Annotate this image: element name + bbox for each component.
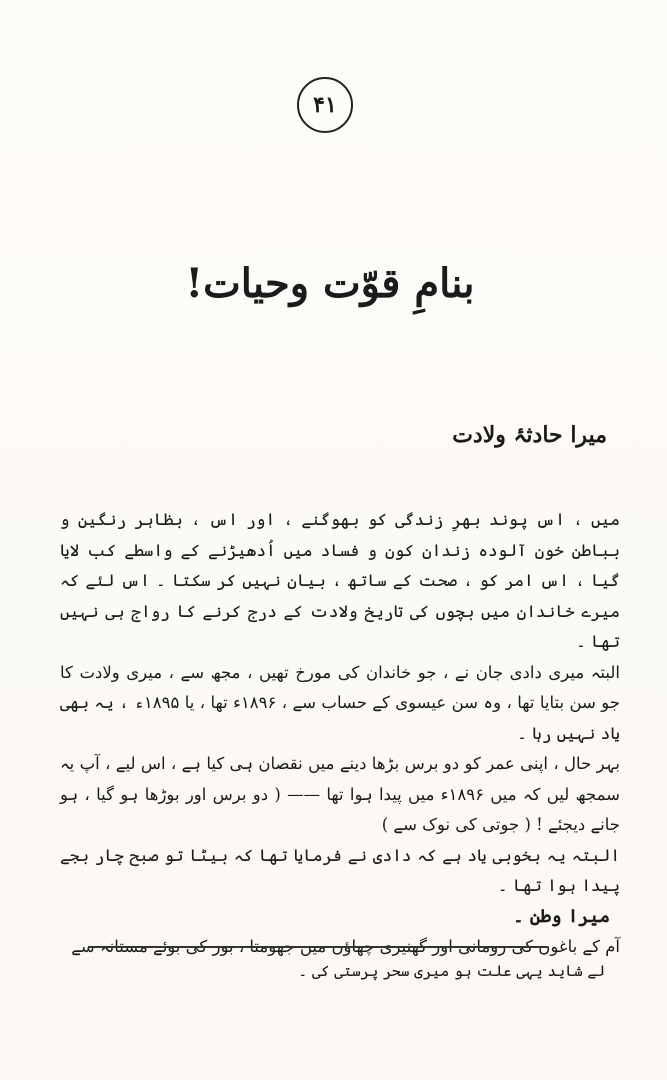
- page-title: بنامِ قوّت وحیات!: [185, 260, 475, 307]
- footnote: لے شاید یہی علت ہو میری سحر پرستی کی ۔: [298, 962, 605, 980]
- paragraph: البتہ میری دادی جان نے ، جو خاندان کی مورخ تھیں ، مجھ سے ، میری ولادت کا جو سن بتایا تھا ، وہ سن عیسوی کے حساب سے ، ۱۸۹۶ء تھا ، یا ۱۸۹۵ء ، یہ بھی یاد نہیں رہا ۔: [60, 662, 620, 743]
- paragraph: بہر حال ، اپنی عمر کو دو برس بڑھا دینے میں نقصان ہی کیا ہے ، اس لیے ، آپ یہ سمجھ لیں کہ میں ۱۸۹۶ء میں پیدا ہوا تھا —— ( دو برس اور بوڑھا ہو گیا ، ہو جانے دیجئے ! ( جوتی کی نوک سے ): [60, 754, 620, 834]
- paragraph: البتہ یہ بخوبی یاد ہے کہ دادی نے فرمایا تھا کہ بیٹا تو صبح چار بجے پیدا ہوا تھا ۔: [60, 845, 620, 895]
- page-number: ۴۱: [297, 77, 353, 133]
- paragraph: میں ، اس پوند بھرِ زندگی کو بھوگنے ، اور اس ، بظاہر رنگین و بباطن خون آلودہ زندان کون و فساد میں اُدھیڑنے کے واسطے کب لایا گیا ، اس امر کو ، صحت کے ساتھ ، بیان نہیں کر سکتا ۔ اس لئے کہ میرے خاندان میں بچوں کی تاریخ ولادت کے درج کرنے کا رواج ہی نہیں تھا ۔: [60, 510, 620, 651]
- paragraph: آم کے باغوں کی رومانی اور گھنیری چھاؤں میں جھومتا ، بور کی بوئے مستانہ سے: [71, 937, 620, 956]
- body-text: [60, 505, 620, 963]
- footnote-divider: [88, 946, 548, 948]
- section-heading: میرا حادثۂ ولادت: [452, 422, 607, 448]
- subheading: میرا وطن ۔: [513, 905, 610, 927]
